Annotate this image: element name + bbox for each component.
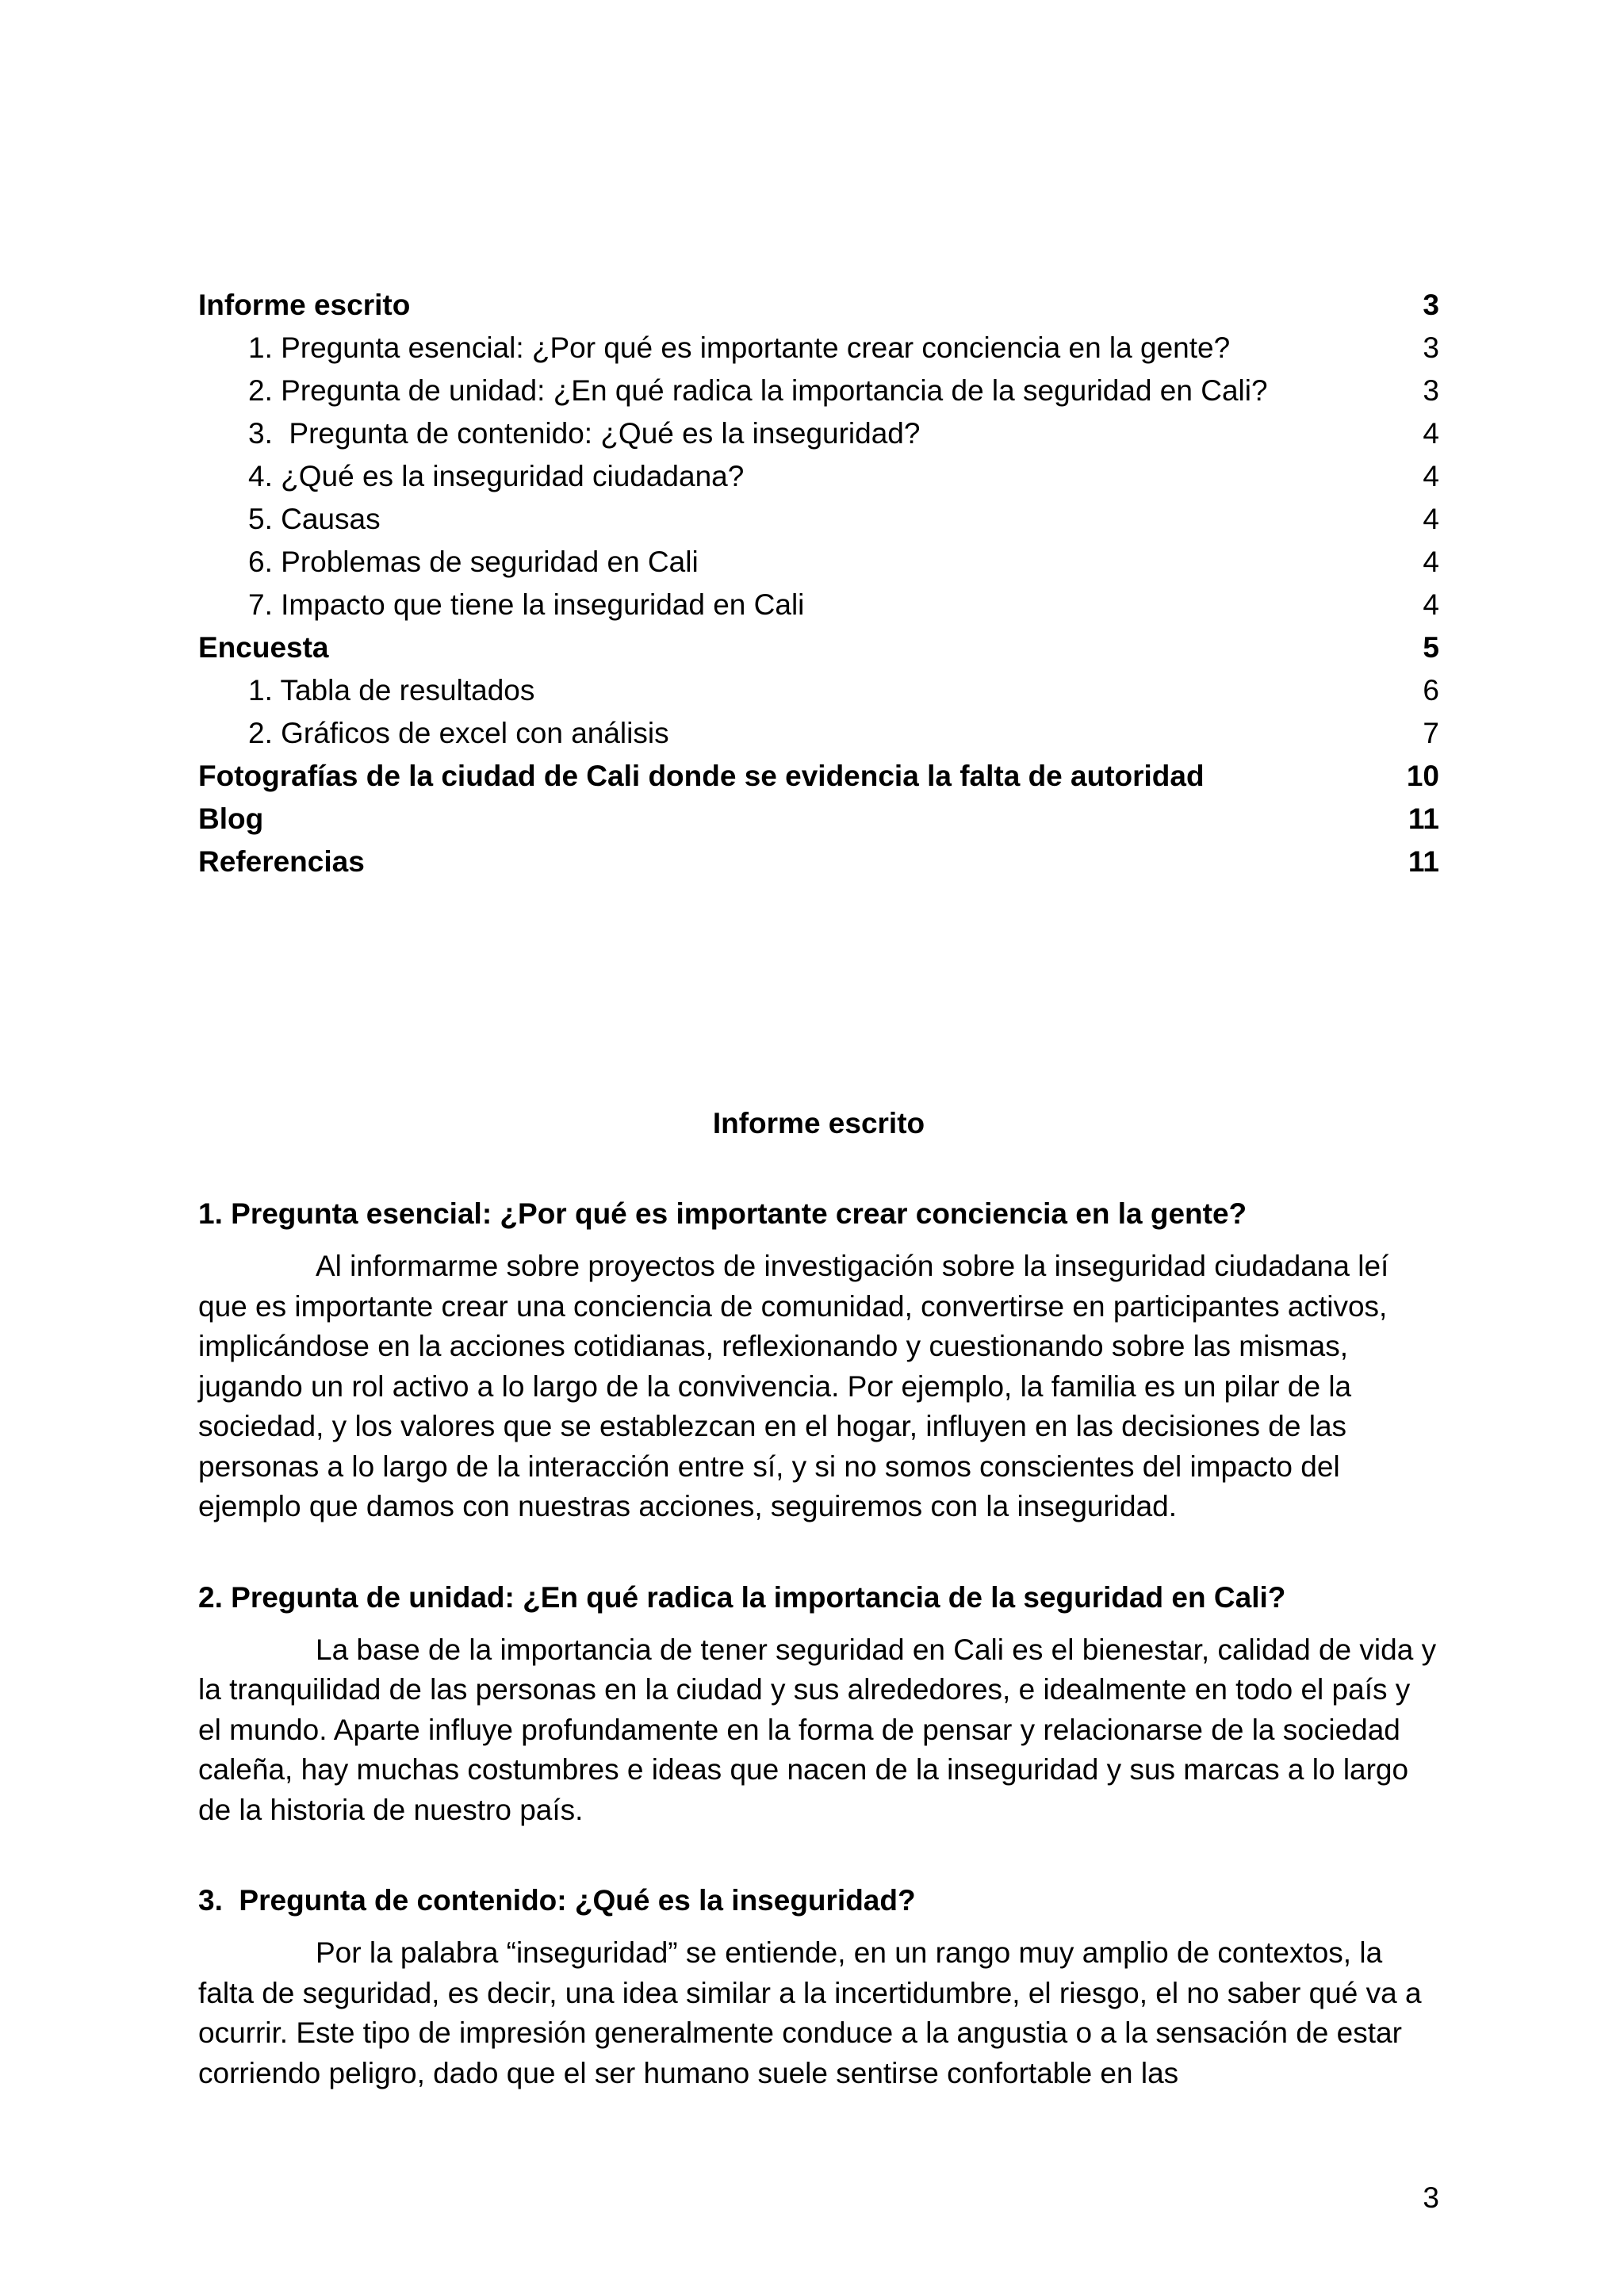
toc-entry[interactable] bbox=[198, 455, 1439, 498]
toc-entry-page: 11 bbox=[1408, 802, 1439, 835]
toc-entry-label: 7. Impacto que tiene la inseguridad en Cali bbox=[248, 588, 805, 621]
toc-entry-label: 2. Pregunta de unidad: ¿En qué radica la importancia de la seguridad en Cali? bbox=[248, 374, 1268, 407]
section-heading: 2. Pregunta de unidad: ¿En qué radica la importancia de la seguridad en Cali? bbox=[198, 1580, 1286, 1614]
toc-entry-label: 1. Tabla de resultados bbox=[248, 674, 535, 707]
toc-entry-page: 6 bbox=[1423, 674, 1439, 707]
toc-entry[interactable] bbox=[198, 498, 1439, 541]
section-paragraph: Al informarme sobre proyectos de investigación sobre la inseguridad ciudadana leí que es importante crear una conciencia de comunidad, convertirse en participantes activos, implicándose en la acciones cotidianas, reflexionando y cuestionando sobre las mismas, jugando un rol activo a lo largo de la convivencia. Por ejemplo, la familia es un pilar de la sociedad, y los valores que se establezcan en el hogar, influyen en las decisiones de las personas a lo largo de la interacción entre sí, y si no somos conscientes del impacto del ejemplo que damos con nuestras acciones, seguiremos con la inseguridad. bbox=[198, 1250, 1389, 1522]
toc-entry-label: Referencias bbox=[198, 845, 365, 878]
toc-entry-label: Encuesta bbox=[198, 631, 329, 664]
toc-entry-label: 6. Problemas de seguridad en Cali bbox=[248, 546, 699, 578]
toc-entry-page: 3 bbox=[1423, 374, 1439, 407]
section-paragraph: Por la palabra “inseguridad” se entiende, en un rango muy amplio de contextos, la falta de seguridad, es decir, una idea similar a la incertidumbre, el riesgo, el no saber qué va a ocurrir. Este tipo de impresión generalmente conduce a la angustia o a la sensación de estar corriendo peligro, dado que el ser humano suele sentirse confortable en las bbox=[198, 1936, 1422, 2089]
toc-entry-page: 5 bbox=[1423, 631, 1439, 664]
toc-entry-label: Informe escrito bbox=[198, 289, 411, 321]
toc-entry-page: 4 bbox=[1423, 503, 1439, 535]
toc-entry[interactable] bbox=[198, 755, 1439, 798]
toc-entry-label: Blog bbox=[198, 802, 264, 835]
section-title: Informe escrito bbox=[712, 1107, 925, 1139]
toc-entry[interactable] bbox=[198, 370, 1439, 412]
section-heading: 3. Pregunta de contenido: ¿Qué es la inseguridad? bbox=[198, 1884, 916, 1917]
toc-entry[interactable] bbox=[198, 841, 1439, 883]
toc-entry-label: 2. Gráficos de excel con análisis bbox=[248, 717, 669, 749]
toc-entry[interactable] bbox=[198, 626, 1439, 669]
toc-entry[interactable] bbox=[198, 712, 1439, 755]
section-heading: 1. Pregunta esencial: ¿Por qué es importante crear conciencia en la gente? bbox=[198, 1197, 1247, 1230]
toc-entry-label: 5. Causas bbox=[248, 503, 381, 535]
toc-entry[interactable] bbox=[198, 412, 1439, 455]
toc-entry[interactable] bbox=[198, 669, 1439, 712]
toc-entry-page: 4 bbox=[1423, 588, 1439, 621]
toc-entry[interactable] bbox=[198, 798, 1439, 841]
toc-entry-label: 4. ¿Qué es la inseguridad ciudadana? bbox=[248, 460, 745, 492]
page-number: 3 bbox=[1423, 2181, 1439, 2214]
toc-entry-label: 1. Pregunta esencial: ¿Por qué es importante crear conciencia en la gente? bbox=[248, 331, 1231, 364]
toc-entry-page: 4 bbox=[1423, 546, 1439, 578]
section-paragraph: La base de la importancia de tener seguridad en Cali es el bienestar, calidad de vida y la tranquilidad de las personas en la ciudad y sus alrededores, e idealmente en todo el país y el mundo. Aparte influye profundamente en la forma de pensar y relacionarse de la sociedad caleña, hay muchas costumbres e ideas que nacen de la inseguridad y sus marcas a lo largo de la historia de nuestro país. bbox=[198, 1633, 1437, 1826]
toc-entry-page: 4 bbox=[1423, 417, 1439, 450]
document-body bbox=[198, 1102, 1439, 2143]
toc-entry[interactable] bbox=[198, 584, 1439, 626]
toc-entry-label: Fotografías de la ciudad de Cali donde se evidencia la falta de autoridad bbox=[198, 760, 1205, 792]
toc-entry-page: 3 bbox=[1423, 289, 1439, 321]
toc-entry[interactable] bbox=[198, 541, 1439, 584]
toc-entry-label: 3. Pregunta de contenido: ¿Qué es la inseguridad? bbox=[248, 417, 921, 450]
table-of-contents bbox=[198, 284, 1439, 883]
toc-entry-page: 10 bbox=[1406, 760, 1439, 792]
toc-entry[interactable] bbox=[198, 327, 1439, 370]
toc-entry-page: 3 bbox=[1423, 331, 1439, 364]
toc-entry-page: 4 bbox=[1423, 460, 1439, 492]
toc-entry[interactable] bbox=[198, 284, 1439, 327]
toc-entry-page: 7 bbox=[1423, 717, 1439, 749]
toc-entry-page: 11 bbox=[1408, 845, 1439, 878]
